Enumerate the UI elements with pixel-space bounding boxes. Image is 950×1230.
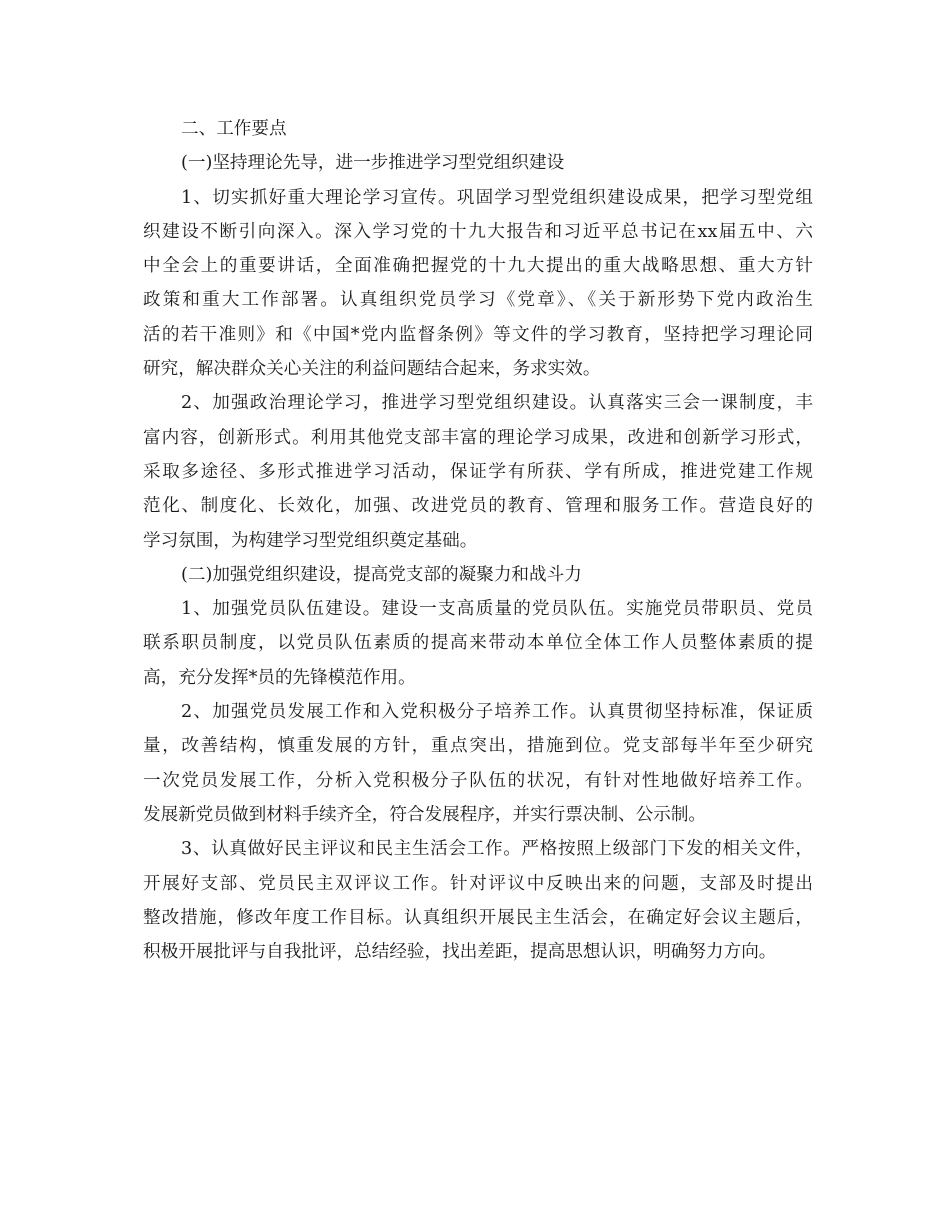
text-line: 富内容，创新形式。利用其他党支部丰富的理论学习成果，改进和创新学习形式， — [143, 427, 813, 448]
text-line: 范化、制度化、长效化，加强、改进党员的教育、管理和服务工作。营造良好的 — [143, 496, 813, 517]
text-line: 高，充分发挥*员的先锋模范作用。 — [143, 667, 416, 688]
paragraph-2-2 — [143, 695, 813, 832]
text-line: 发展新党员做到材料手续齐全，符合发展程序，并实行票决制、公示制。 — [143, 804, 707, 825]
text-line: 开展好支部、党员民主双评议工作。针对评议中反映出来的问题，支部及时提出 — [143, 873, 813, 894]
text-line: 活的若干准则》和《中国*党内监督条例》等文件的学习教育，坚持把学习理论同 — [143, 324, 813, 345]
paragraph-1-2 — [143, 386, 813, 557]
text-line: 采取多途径、多形式推进学习活动，保证学有所获、学有所成，推进党建工作规 — [143, 461, 813, 482]
paragraph-2-1 — [143, 592, 813, 695]
text-line: 织建设不断引向深入。深入学习党的十九大报告和习近平总书记在xx届五中、六 — [143, 221, 813, 242]
text-line: 量，改善结构，慎重发展的方针，重点突出，措施到位。党支部每半年至少研究 — [143, 736, 813, 757]
text-line: 1、加强党员队伍建设。建设一支高质量的党员队伍。实施党员带职员、党员 — [181, 599, 813, 620]
paragraph-1-1 — [143, 181, 813, 387]
text-line: 3、认真做好民主评议和民主生活会工作。严格按照上级部门下发的相关文件， — [181, 839, 813, 860]
document-body — [143, 112, 813, 969]
subsection-title-2 — [143, 558, 813, 592]
text-line: 研究，解决群众关心关注的利益问题结合起来，务求实效。 — [143, 359, 601, 380]
subsection-title-1 — [143, 146, 813, 180]
text-line: 一次党员发展工作，分析入党积极分子队伍的状况，有针对性地做好培养工作。 — [143, 770, 813, 791]
paragraph-2-3 — [143, 832, 813, 969]
text-line: 2、加强党员发展工作和入党积极分子培养工作。认真贯彻坚持标准，保证质 — [181, 702, 813, 723]
text-line: 整改措施，修改年度工作目标。认真组织开展民主生活会，在确定好会议主题后， — [143, 907, 813, 928]
text-line: 2、加强政治理论学习，推进学习型党组织建设。认真落实三会一课制度，丰 — [181, 393, 813, 414]
text-line: 积极开展批评与自我批评，总结经验，找出差距，提高思想认识，明确努力方向。 — [143, 942, 777, 963]
text-line: 联系职员制度，以党员队伍素质的提高来带动本单位全体工作人员整体素质的提 — [143, 633, 813, 654]
text-line: 学习氛围，为构建学习型党组织奠定基础。 — [143, 530, 478, 551]
text-line: 中全会上的重要讲话，全面准确把握党的十九大提出的重大战略思想、重大方针 — [143, 256, 813, 277]
text-line: 政策和重大工作部署。认真组织党员学习《党章》、《关于新形势下党内政治生 — [143, 290, 813, 311]
subsection-title-line: (二)加强党组织建设，提高党支部的凝聚力和战斗力 — [181, 564, 582, 585]
section-heading — [143, 112, 813, 146]
subsection-title-line: (一)坚持理论先导，进一步推进学习型党组织建设 — [181, 153, 565, 174]
text-line: 1、切实抓好重大理论学习宣传。巩固学习型党组织建设成果，把学习型党组 — [181, 187, 813, 208]
heading-line: 二、工作要点 — [181, 119, 287, 139]
